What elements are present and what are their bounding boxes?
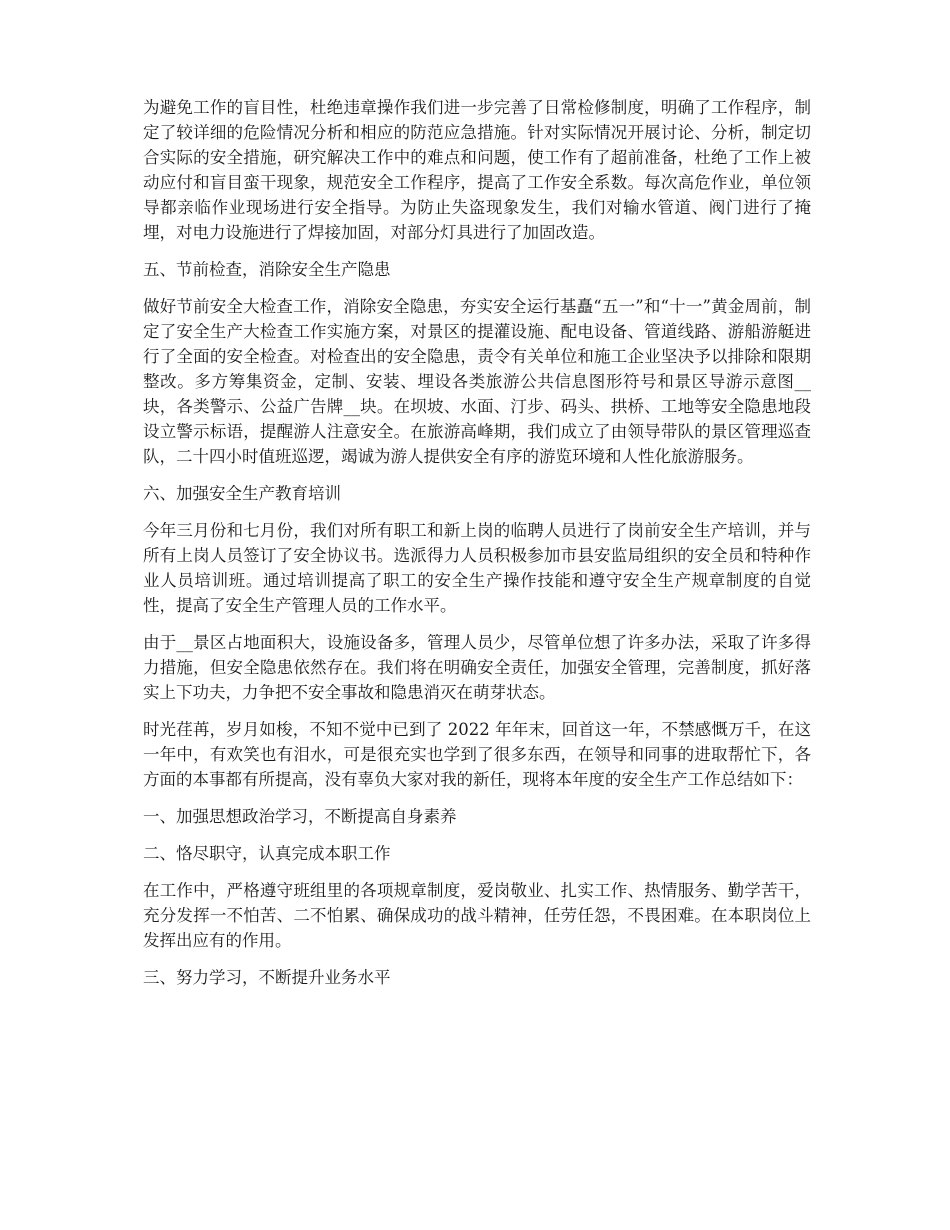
section-heading-5: 五、节前检查，消除安全生产隐患 (143, 260, 391, 279)
document-body (143, 95, 811, 1002)
paragraph-year-summary-intro: 时光荏苒，岁月如梭，不知不觉中已到了 2022 年年末，回首这一年，不禁感慨万千，在这一年中，有欢笑也有泪水，可是很充实也学到了很多东西，在领导和同事的进取帮忙下，各方面的本事都有所提高，没有辜负大家对我的新任，现将本年度的安全生产工作总结如下： (143, 720, 811, 789)
paragraph-pre-holiday-inspection: 做好节前安全大检查工作，消除安全隐患，夯实安全运行基矗“五一”和“十一”黄金周前，制定了安全生产大检查工作实施方案，对景区的提灌设施、配电设备、管道线路、游船游艇进行了全面的安全检查。对检查出的安全隐患，责令有关单位和施工企业坚决予以排除和限期整改。多方筹集资金，定制、安装、埋设各类旅游公共信息图形符号和景区导游示意图__块，各类警示、公益广告牌__块。在坝坡、水面、汀步、码头、拱桥、工地等安全隐患地段设立警示标语，提醒游人注意安全。在旅游高峰期，我们成立了由领导带队的景区管理巡查队，二十四小时值班巡逻，竭诚为游人提供安全有序的游览环境和人性化旅游服务。 (143, 297, 811, 466)
paragraph-maintenance-system: 为避免工作的盲目性，杜绝违章操作我们进一步完善了日常检修制度，明确了工作程序，制定了较详细的危险情况分析和相应的防范应急措施。针对实际情况开展讨论、分析，制定切合实际的安全措施，研究解决工作中的难点和问题，使工作有了超前准备，杜绝了工作上被动应付和盲目蛮干现象，规范安全工作程序，提高了工作安全系数。每次高危作业，单位领导都亲临作业现场进行安全指导。为防止失盗现象发生，我们对输水管道、阀门进行了掩埋，对电力设施进行了焊接加固，对部分灯具进行了加固改造。 (143, 98, 811, 242)
section-heading-1: 一、加强思想政治学习，不断提高自身素养 (143, 807, 457, 826)
paragraph-training: 今年三月份和七月份，我们对所有职工和新上岗的临聘人员进行了岗前安全生产培训，并与所有上岗人员签订了安全协议书。选派得力人员积极参加市县安监局组织的安全员和特种作业人员培训班。通过培训提高了职工的安全生产操作技能和遵守安全生产规章制度的自觉性，提高了安全生产管理人员的工作水平。 (143, 521, 811, 615)
section-heading-3: 三、努力学习，不断提升业务水平 (143, 968, 391, 987)
section-heading-2: 二、恪尽职守，认真完成本职工作 (143, 844, 391, 863)
paragraph-duties: 在工作中，严格遵守班组里的各项规章制度，爱岗敬业、扎实工作、热情服务、勤学苦干，充分发挥一不怕苦、二不怕累、确保成功的战斗精神，任劳任怨，不畏困难。在本职岗位上发挥出应有的作用。 (143, 881, 811, 950)
section-heading-6: 六、加强安全生产教育培训 (143, 484, 341, 503)
paragraph-hazards-remain: 由于__景区占地面积大，设施设备多，管理人员少，尽管单位想了许多办法，采取了许多得力措施，但安全隐患依然存在。我们将在明确安全责任，加强安全管理，完善制度，抓好落实上下功夫，力争把不安全事故和隐患消灭在萌芽状态。 (143, 633, 811, 702)
